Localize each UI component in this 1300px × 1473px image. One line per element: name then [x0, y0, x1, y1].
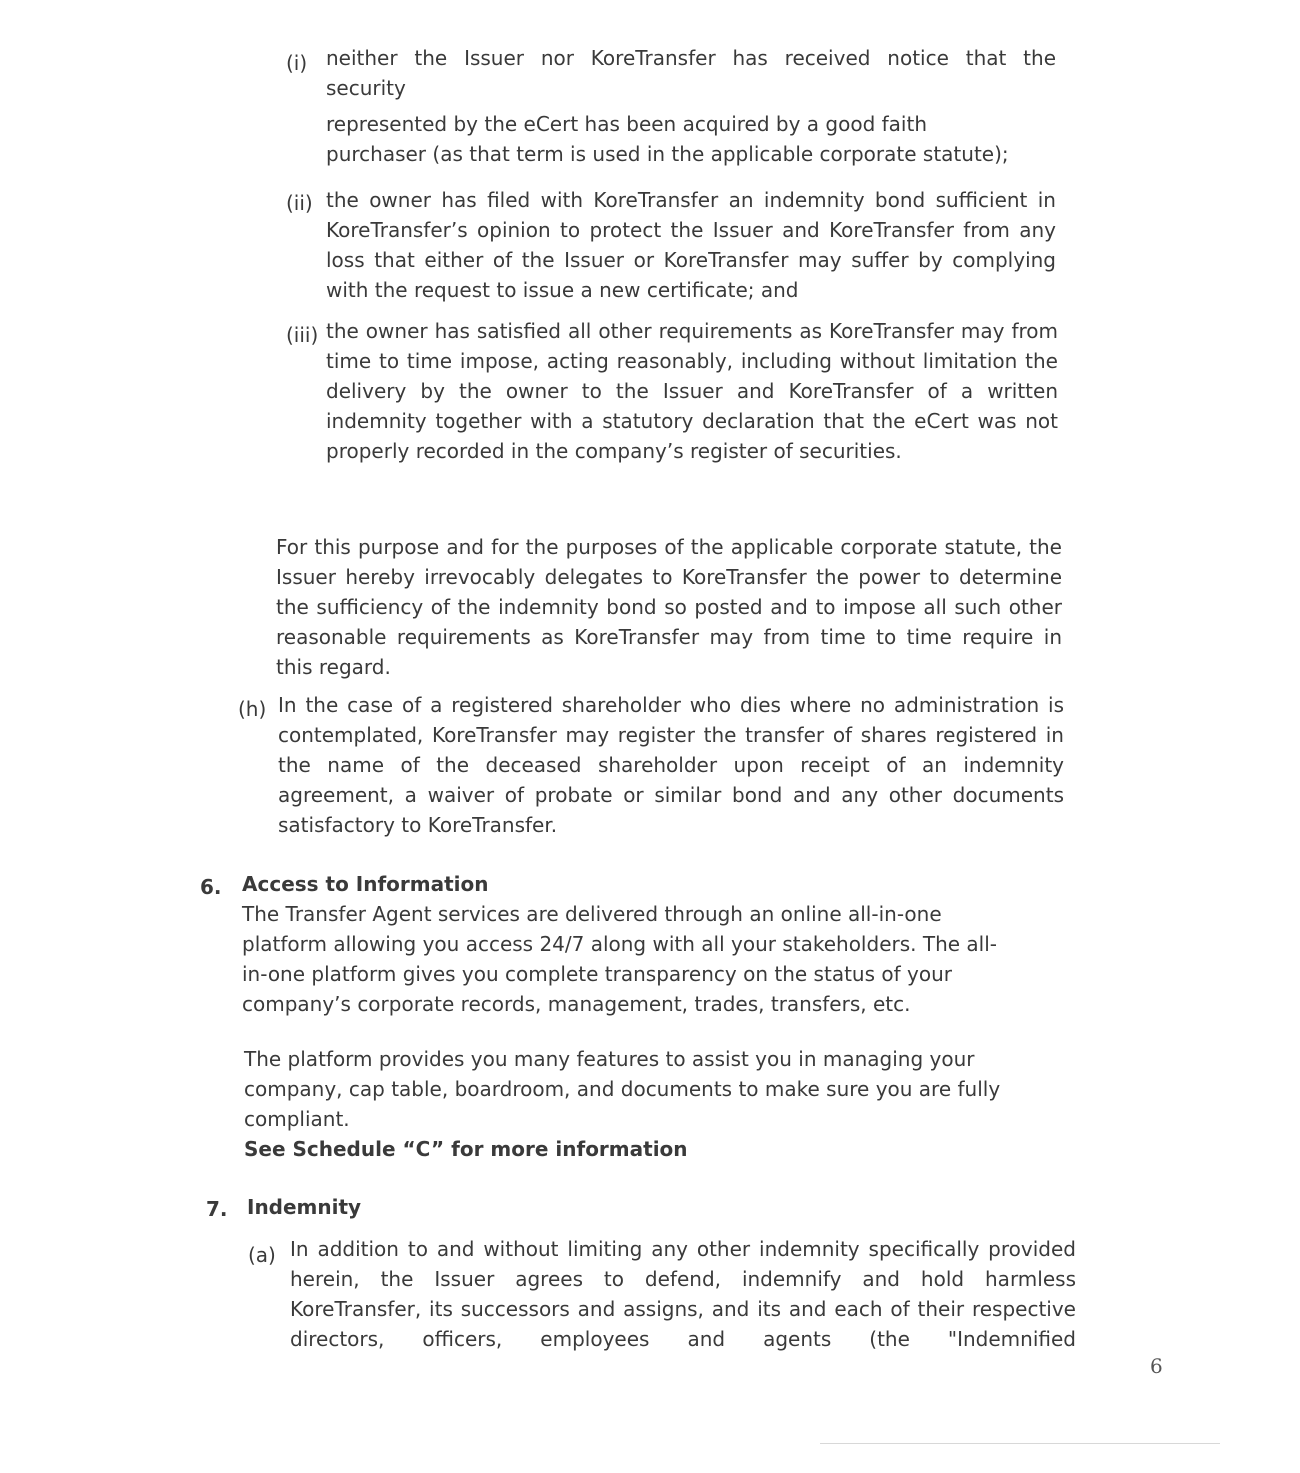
item-h-text: In the case of a registered shareholder who dies where no administration is contemplated, KoreTransfer may register the transfer of shares registered in the name of the deceased shareholder upon receipt of an indemnity agreement, a waiver of probate or similar bond and any other documents satisfactory to KoreTransfer.	[278, 693, 1064, 837]
item-i-text	[326, 43, 1056, 169]
section-6-title: Access to Information	[242, 872, 489, 896]
item-ii-text: the owner has filed with KoreTransfer an indemnity bond sufficient in KoreTransfer’s opinion to protect the Issuer and KoreTransfer from any loss that either of the Issuer or KoreTransfer may suffer by complying with the request to issue a new certificate; and	[326, 188, 1056, 302]
section-7-title: Indemnity	[247, 1195, 362, 1219]
section-7-number: 7.	[206, 1197, 228, 1221]
item-iii-marker: (iii)	[286, 323, 319, 347]
item-i-line-4: purchaser (as that term is used in the applicable corporate statute);	[326, 142, 1009, 166]
section-6-paragraph-2	[244, 1044, 1074, 1164]
item-iii-text: the owner has satisfied all other requirements as KoreTransfer may from time to time impose, acting reasonably, including without limitation the delivery by the owner to the Issuer and KoreTransfer of a written indemnity together with a statutory declaration that the eCert was not properly recorded in the company’s register of securities.	[326, 319, 1058, 463]
item-i-line-1: neither the Issuer nor KoreTransfer has received notice that the	[326, 46, 1056, 70]
item-i-line-2: security	[326, 76, 406, 100]
section-6-p1-line-2: platform allowing you access 24/7 along with all your stakeholders. The all-	[242, 932, 997, 956]
section-6-p1-line-3: in-one platform gives you complete transparency on the status of your	[242, 962, 952, 986]
item-h-marker: (h)	[238, 697, 267, 721]
section-6-p1-line-1: The Transfer Agent services are delivered through an online all-in-one	[242, 902, 942, 926]
section-7-item-a-text: In addition to and without limiting any other indemnity specifically provided herein, the Issuer agrees to defend, indemnify and hold harmless KoreTransfer, its successors and assigns, and its and each of their respective directors, officers, employees and agents (the "Indemnified	[290, 1237, 1076, 1351]
purpose-paragraph: For this purpose and for the purposes of the applicable corporate statute, the Issuer hereby irrevocably delegates to KoreTransfer the power to determine the sufficiency of the indemnity bond so posted and to impose all such other reasonable requirements as KoreTransfer may from time to time require in this regard.	[276, 535, 1062, 679]
section-6-p1-line-4: company’s corporate records, management, trades, transfers, etc.	[242, 992, 911, 1016]
item-ii-marker: (ii)	[286, 191, 313, 215]
section-6-p2-line-2: company, cap table, boardroom, and documents to make sure you are fully	[244, 1077, 1001, 1101]
item-i-line-3: represented by the eCert has been acquired by a good faith	[326, 112, 927, 136]
section-6-p2-line-1: The platform provides you many features to assist you in managing your	[244, 1047, 975, 1071]
item-i-marker: (i)	[286, 51, 308, 75]
bottom-scan-line	[820, 1443, 1220, 1444]
section-7-item-a-marker: (a)	[248, 1243, 276, 1267]
schedule-c-note: See Schedule “C” for more information	[244, 1137, 688, 1161]
section-6-number: 6.	[200, 875, 222, 899]
section-6-paragraph-1	[242, 899, 1072, 1019]
section-6-p2-line-3: compliant.	[244, 1107, 350, 1131]
page-number: 6	[1150, 1354, 1163, 1378]
